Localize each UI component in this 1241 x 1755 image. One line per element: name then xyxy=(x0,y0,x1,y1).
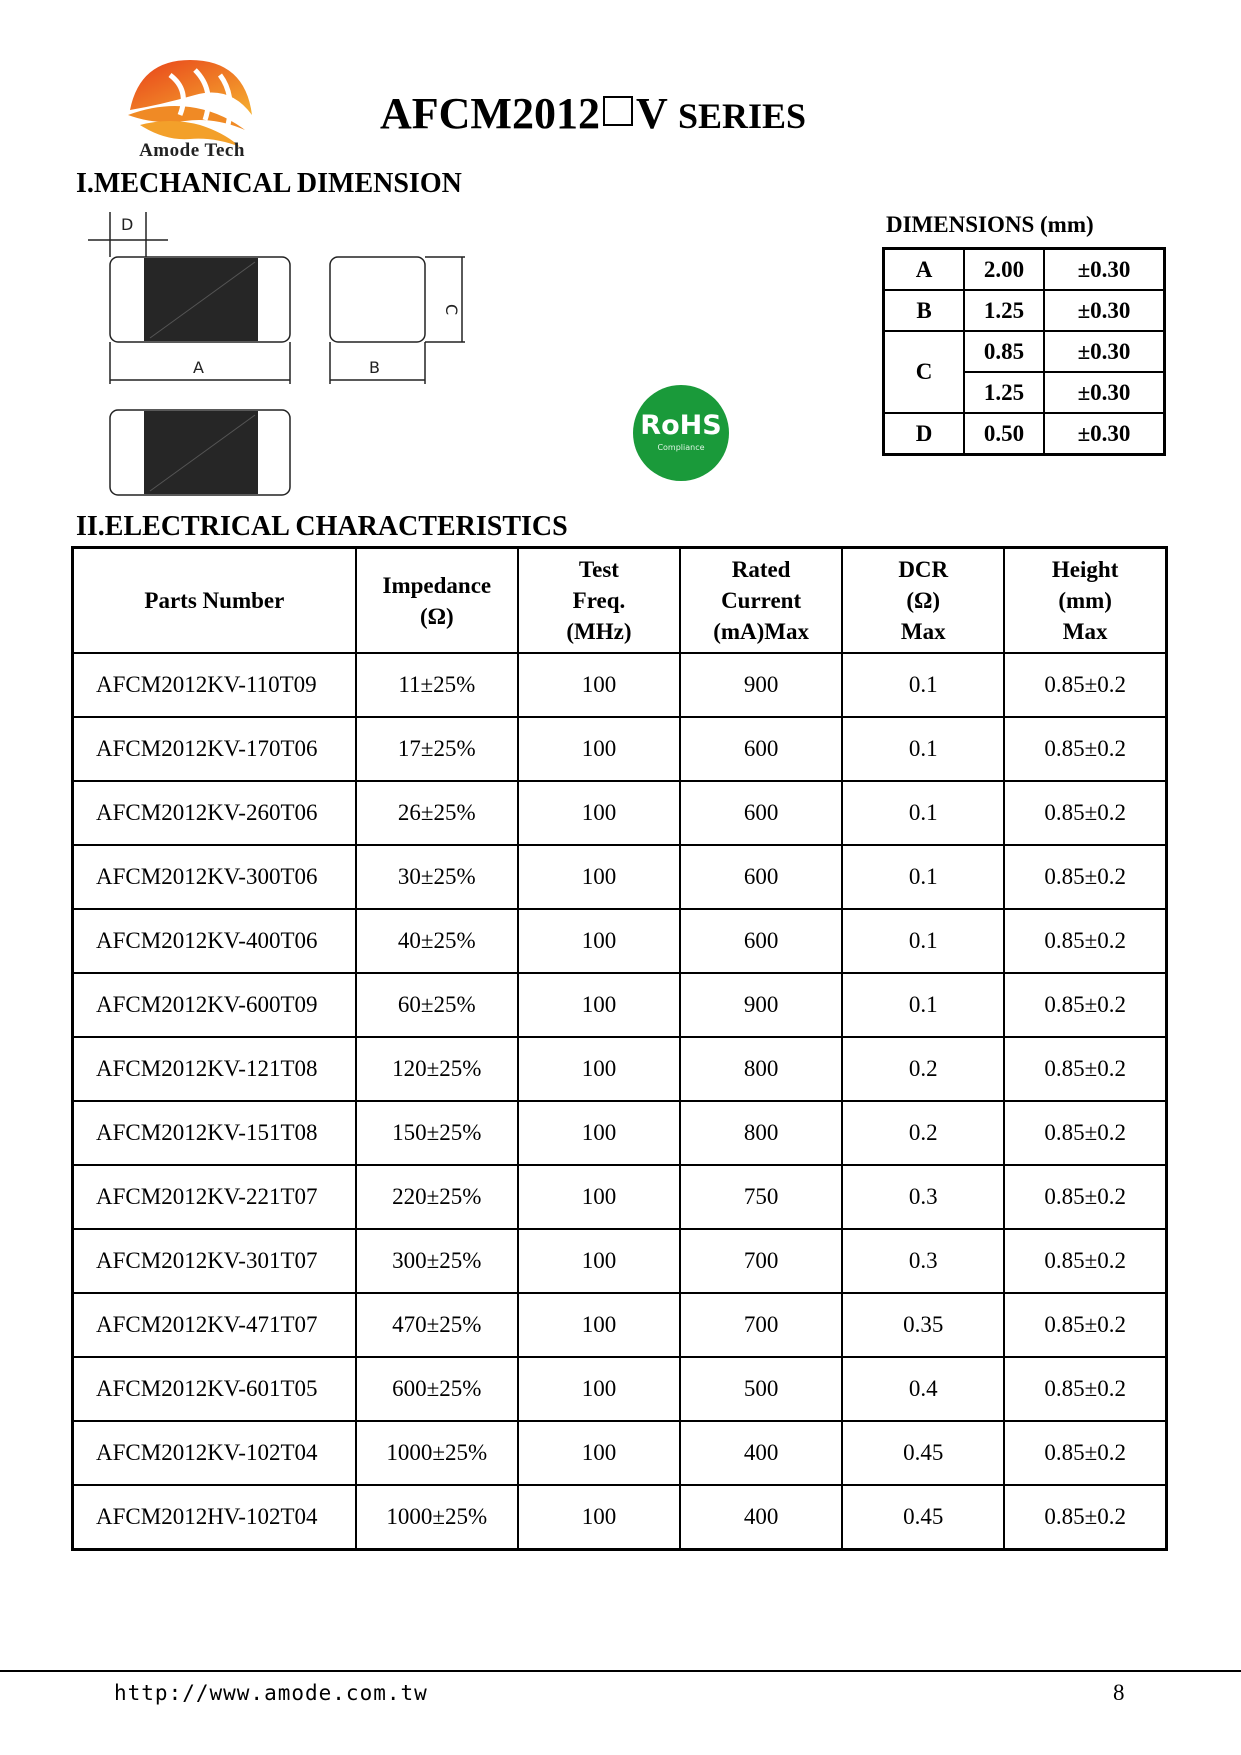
dim-value: 1.25 xyxy=(964,290,1044,331)
dim-key: B xyxy=(884,290,965,331)
label-d: D xyxy=(121,215,134,234)
cell-dcr: 0.45 xyxy=(842,1485,1004,1550)
cell-part-number: AFCM2012KV-260T06 xyxy=(73,781,356,845)
cell-rated-current: 500 xyxy=(680,1357,842,1421)
title-main: AFCM2012 xyxy=(380,89,600,138)
cell-height: 0.85±0.2 xyxy=(1004,653,1166,717)
section-heading-electrical: II.ELECTRICAL CHARACTERISTICS xyxy=(76,511,568,542)
cell-dcr: 0.2 xyxy=(842,1037,1004,1101)
cell-dcr: 0.1 xyxy=(842,717,1004,781)
dim-tolerance: ±0.30 xyxy=(1044,290,1165,331)
cell-rated-current: 750 xyxy=(680,1165,842,1229)
cell-rated-current: 900 xyxy=(680,653,842,717)
header-test-freq: Test Freq. (MHz) xyxy=(518,548,680,654)
cell-dcr: 0.1 xyxy=(842,973,1004,1037)
cell-height: 0.85±0.2 xyxy=(1004,717,1166,781)
table-row xyxy=(73,1101,1167,1165)
dimensions-title: DIMENSIONS (mm) xyxy=(886,212,1094,237)
table-row xyxy=(884,413,1165,455)
cell-impedance: 150±25% xyxy=(356,1101,518,1165)
rohs-sub: Compliance xyxy=(657,443,705,452)
cell-part-number: AFCM2012KV-300T06 xyxy=(73,845,356,909)
cell-test-freq: 100 xyxy=(518,909,680,973)
cell-dcr: 0.3 xyxy=(842,1165,1004,1229)
cell-impedance: 120±25% xyxy=(356,1037,518,1101)
title-suffix: V xyxy=(635,89,667,138)
cell-height: 0.85±0.2 xyxy=(1004,1293,1166,1357)
cell-dcr: 0.3 xyxy=(842,1229,1004,1293)
dim-value: 2.00 xyxy=(964,249,1044,291)
table-row xyxy=(73,909,1167,973)
dim-key: D xyxy=(884,413,965,455)
cell-height: 0.85±0.2 xyxy=(1004,1165,1166,1229)
cell-part-number: AFCM2012KV-110T09 xyxy=(73,653,356,717)
cell-impedance: 17±25% xyxy=(356,717,518,781)
cell-test-freq: 100 xyxy=(518,973,680,1037)
table-row xyxy=(73,845,1167,909)
table-row xyxy=(73,1165,1167,1229)
dim-value: 0.85 xyxy=(964,331,1044,372)
cell-dcr: 0.1 xyxy=(842,781,1004,845)
table-row xyxy=(73,973,1167,1037)
cell-height: 0.85±0.2 xyxy=(1004,781,1166,845)
cell-height: 0.85±0.2 xyxy=(1004,845,1166,909)
table-row xyxy=(884,331,1165,372)
cell-dcr: 0.1 xyxy=(842,845,1004,909)
cell-dcr: 0.4 xyxy=(842,1357,1004,1421)
section-heading-mechanical: I.MECHANICAL DIMENSION xyxy=(76,168,462,199)
cell-test-freq: 100 xyxy=(518,781,680,845)
dim-tolerance: ±0.30 xyxy=(1044,413,1165,455)
dimensions-table xyxy=(882,247,1166,456)
cell-height: 0.85±0.2 xyxy=(1004,973,1166,1037)
cell-part-number: AFCM2012HV-102T04 xyxy=(73,1485,356,1550)
dim-tolerance: ±0.30 xyxy=(1044,372,1165,413)
dim-value: 0.50 xyxy=(964,413,1044,455)
rohs-label: RoHS xyxy=(640,410,722,441)
cell-impedance: 1000±25% xyxy=(356,1485,518,1550)
cell-impedance: 300±25% xyxy=(356,1229,518,1293)
company-name: Amode Tech xyxy=(139,140,245,161)
cell-impedance: 26±25% xyxy=(356,781,518,845)
cell-impedance: 60±25% xyxy=(356,973,518,1037)
table-row xyxy=(73,717,1167,781)
cell-test-freq: 100 xyxy=(518,653,680,717)
cell-impedance: 11±25% xyxy=(356,653,518,717)
cell-impedance: 600±25% xyxy=(356,1357,518,1421)
rohs-badge xyxy=(632,384,730,482)
dim-tolerance: ±0.30 xyxy=(1044,331,1165,372)
table-row xyxy=(884,249,1165,291)
table-row xyxy=(73,1229,1167,1293)
cell-rated-current: 700 xyxy=(680,1229,842,1293)
cell-impedance: 30±25% xyxy=(356,845,518,909)
title-series: SERIES xyxy=(677,96,807,136)
cell-dcr: 0.1 xyxy=(842,653,1004,717)
table-row xyxy=(73,1421,1167,1485)
cell-test-freq: 100 xyxy=(518,1037,680,1101)
cell-rated-current: 900 xyxy=(680,973,842,1037)
header-rated-current: Rated Current (mA)Max xyxy=(680,548,842,654)
table-header-row xyxy=(73,548,1167,654)
cell-height: 0.85±0.2 xyxy=(1004,909,1166,973)
cell-dcr: 0.1 xyxy=(842,909,1004,973)
footer-url: http://www.amode.com.tw xyxy=(114,1681,428,1705)
table-row xyxy=(73,781,1167,845)
dim-key: A xyxy=(884,249,965,291)
page-number: 8 xyxy=(1113,1680,1125,1705)
cell-test-freq: 100 xyxy=(518,1229,680,1293)
placeholder-box xyxy=(603,96,633,126)
dim-value: 1.25 xyxy=(964,372,1044,413)
cell-part-number: AFCM2012KV-600T09 xyxy=(73,973,356,1037)
cell-test-freq: 100 xyxy=(518,1357,680,1421)
cell-rated-current: 800 xyxy=(680,1037,842,1101)
table-row xyxy=(884,290,1165,331)
cell-part-number: AFCM2012KV-170T06 xyxy=(73,717,356,781)
cell-height: 0.85±0.2 xyxy=(1004,1421,1166,1485)
cell-rated-current: 600 xyxy=(680,717,842,781)
cell-height: 0.85±0.2 xyxy=(1004,1229,1166,1293)
cell-part-number: AFCM2012KV-601T05 xyxy=(73,1357,356,1421)
cell-test-freq: 100 xyxy=(518,1165,680,1229)
cell-impedance: 1000±25% xyxy=(356,1421,518,1485)
chip-side-view xyxy=(330,257,425,342)
cell-rated-current: 400 xyxy=(680,1421,842,1485)
cell-test-freq: 100 xyxy=(518,717,680,781)
header-parts-number: Parts Number xyxy=(73,548,356,654)
table-row xyxy=(73,1357,1167,1421)
cell-dcr: 0.45 xyxy=(842,1421,1004,1485)
cell-dcr: 0.35 xyxy=(842,1293,1004,1357)
cell-part-number: AFCM2012KV-151T08 xyxy=(73,1101,356,1165)
table-row xyxy=(73,1293,1167,1357)
cell-rated-current: 400 xyxy=(680,1485,842,1550)
cell-rated-current: 800 xyxy=(680,1101,842,1165)
label-a: A xyxy=(193,358,204,377)
cell-part-number: AFCM2012KV-471T07 xyxy=(73,1293,356,1357)
cell-height: 0.85±0.2 xyxy=(1004,1037,1166,1101)
cell-part-number: AFCM2012KV-121T08 xyxy=(73,1037,356,1101)
table-row xyxy=(73,1037,1167,1101)
dim-tolerance: ±0.30 xyxy=(1044,249,1165,291)
cell-rated-current: 700 xyxy=(680,1293,842,1357)
cell-test-freq: 100 xyxy=(518,1101,680,1165)
cell-height: 0.85±0.2 xyxy=(1004,1357,1166,1421)
cell-rated-current: 600 xyxy=(680,781,842,845)
cell-impedance: 470±25% xyxy=(356,1293,518,1357)
dim-key: C xyxy=(884,331,965,413)
cell-test-freq: 100 xyxy=(518,1485,680,1550)
label-b: B xyxy=(369,358,380,377)
mechanical-drawing xyxy=(80,212,500,512)
cell-height: 0.85±0.2 xyxy=(1004,1485,1166,1550)
cell-part-number: AFCM2012KV-221T07 xyxy=(73,1165,356,1229)
cell-test-freq: 100 xyxy=(518,1293,680,1357)
cell-height: 0.85±0.2 xyxy=(1004,1101,1166,1165)
table-row xyxy=(73,653,1167,717)
cell-rated-current: 600 xyxy=(680,845,842,909)
header-impedance: Impedance (Ω) xyxy=(356,548,518,654)
cell-part-number: AFCM2012KV-400T06 xyxy=(73,909,356,973)
page-title xyxy=(380,88,806,139)
cell-test-freq: 100 xyxy=(518,845,680,909)
header-dcr: DCR (Ω) Max xyxy=(842,548,1004,654)
footer-divider xyxy=(0,1670,1241,1672)
header-height: Height (mm) Max xyxy=(1004,548,1166,654)
cell-dcr: 0.2 xyxy=(842,1101,1004,1165)
cell-part-number: AFCM2012KV-301T07 xyxy=(73,1229,356,1293)
table-row xyxy=(73,1485,1167,1550)
cell-impedance: 220±25% xyxy=(356,1165,518,1229)
electrical-table xyxy=(71,546,1168,1551)
cell-rated-current: 600 xyxy=(680,909,842,973)
label-c: C xyxy=(442,304,461,316)
cell-test-freq: 100 xyxy=(518,1421,680,1485)
cell-part-number: AFCM2012KV-102T04 xyxy=(73,1421,356,1485)
cell-impedance: 40±25% xyxy=(356,909,518,973)
